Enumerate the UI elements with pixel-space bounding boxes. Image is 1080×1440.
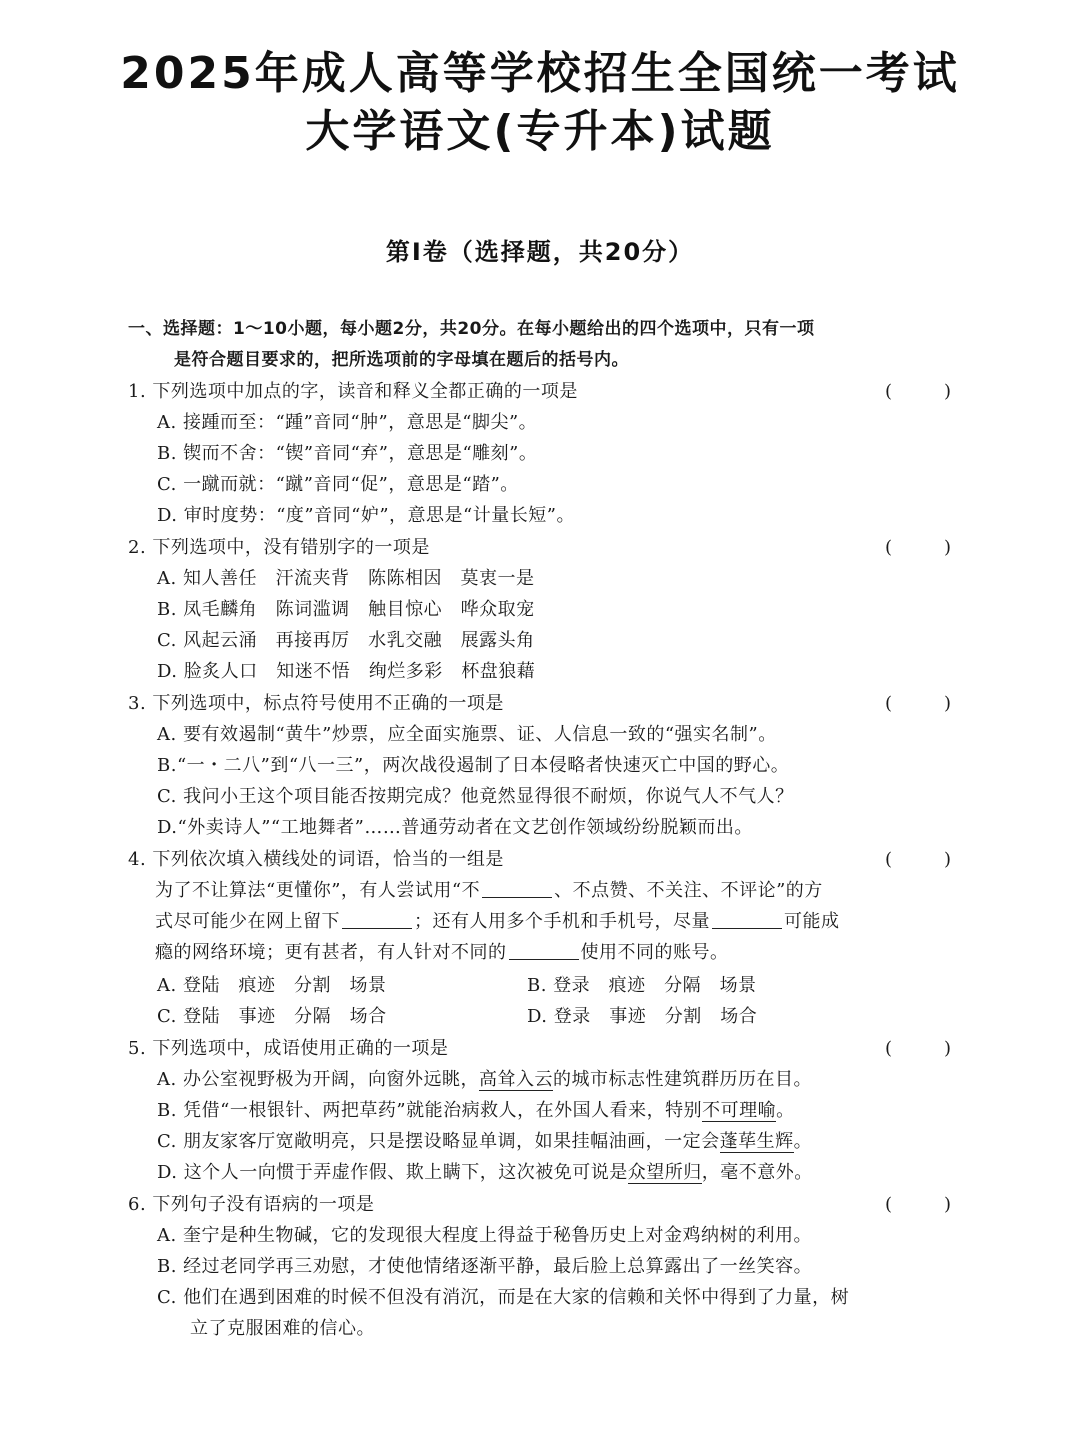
answer-bracket[interactable]: ( ) <box>885 1194 951 1215</box>
option: A. 奎宁是种生物碱，它的发现很大程度上得益于秘鲁历史上对金鸡纳树的利用。 <box>157 1225 812 1246</box>
question-stem: 4. 下列依次填入横线处的词语，恰当的一组是 <box>128 849 504 870</box>
option: B. 登录 痕迹 分隔 场景 <box>527 975 757 996</box>
option: D. 登录 事迹 分割 场合 <box>527 1006 758 1027</box>
underlined-idiom: 蓬荜生辉 <box>719 1131 794 1152</box>
option: C. 一蹴而就：“蹴”音同“促”，意思是“踏”。 <box>157 474 519 495</box>
option: B. 凤毛麟角 陈词滥调 触目惊心 哗众取宠 <box>157 599 535 620</box>
option: B. 经过老同学再三劝慰，才使他情绪逐渐平静，最后脸上总算露出了一丝笑容。 <box>157 1256 813 1277</box>
option: C. 我问小王这个项目能否按期完成？他竟然显得很不耐烦，你说气人不气人？ <box>157 786 794 807</box>
underlined-idiom: 众望所归 <box>627 1162 702 1183</box>
option: A. 知人善任 汗流夹背 陈陈相因 莫衷一是 <box>157 568 535 589</box>
instructions-line-1: 一、选择题：1～10小题，每小题2分，共20分。在每小题给出的四个选项中，只有一项 <box>128 319 815 339</box>
option: A. 办公室视野极为开阔，向窗外远眺，高耸入云的城市标志性建筑群历历在目。 <box>157 1069 812 1090</box>
section-heading: 第Ⅰ卷（选择题，共20分） <box>385 238 695 266</box>
question-stem: 5. 下列选项中，成语使用正确的一项是 <box>128 1038 449 1059</box>
question-stem: 3. 下列选项中，标点符号使用不正确的一项是 <box>128 693 504 714</box>
option: D.“外卖诗人”“工地舞者”……普通劳动者在文艺创作领域纷纷脱颖而出。 <box>157 817 753 838</box>
fill-blank[interactable] <box>342 910 412 929</box>
option: B. 凭借“一根银针、两把草药”就能治病救人，在外国人看来，特别不可理喻。 <box>157 1100 795 1121</box>
answer-bracket[interactable]: ( ) <box>885 537 951 558</box>
fill-blank[interactable] <box>509 941 579 960</box>
fill-blank[interactable] <box>712 910 782 929</box>
option: B. 锲而不舍：“锲”音同“弃”，意思是“雕刻”。 <box>157 443 538 464</box>
question-stem: 2. 下列选项中，没有错别字的一项是 <box>128 537 430 558</box>
fill-blank[interactable] <box>482 879 552 898</box>
option: D. 脸炙人口 知迷不悟 绚烂多彩 杯盘狼藉 <box>157 661 536 682</box>
instructions-line-2: 是符合题目要求的，把所选项前的字母填在题后的括号内。 <box>174 350 629 370</box>
exam-subtitle: 大学语文(专升本)试题 <box>305 106 775 157</box>
exam-title: 2025年成人高等学校招生全国统一考试 <box>120 48 960 99</box>
underlined-idiom: 高耸入云 <box>478 1069 553 1090</box>
passage-line: 瘾的网络环境；更有甚者，有人针对不同的 使用不同的账号。 <box>155 942 729 963</box>
option: B.“一・二八”到“八一三”，两次战役遏制了日本侵略者快速灭亡中国的野心。 <box>157 755 790 776</box>
answer-bracket[interactable]: ( ) <box>885 693 951 714</box>
answer-bracket[interactable]: ( ) <box>885 381 951 402</box>
underlined-idiom: 不可理喻 <box>702 1100 777 1121</box>
option: A. 登陆 痕迹 分割 场景 <box>157 975 387 996</box>
question-stem: 1. 下列选项中加点的字，读音和释义全都正确的一项是 <box>128 381 578 402</box>
option: D. 审时度势：“度”音同“妒”，意思是“计量长短”。 <box>157 505 575 526</box>
option: D. 这个人一向惯于弄虚作假、欺上瞒下，这次被免可说是众望所归，毫不意外。 <box>157 1162 813 1183</box>
answer-bracket[interactable]: ( ) <box>885 849 951 870</box>
option: A. 要有效遏制“黄牛”炒票，应全面实施票、证、人信息一致的“强实名制”。 <box>157 724 777 745</box>
passage-line: 为了不让算法“更懂你”，有人尝试用“不 、不点赞、不关注、不评论”的方 <box>155 880 823 901</box>
passage-line: 式尽可能少在网上留下 ；还有人用多个手机和手机号，尽量 可能成 <box>155 911 840 932</box>
option-continuation: 立了克服困难的信心。 <box>190 1318 375 1339</box>
option: C. 朋友家客厅宽敞明亮，只是摆设略显单调，如果挂幅油画，一定会蓬荜生辉。 <box>157 1131 813 1152</box>
option: C. 风起云涌 再接再厉 水乳交融 展露头角 <box>157 630 535 651</box>
option: C. 他们在遇到困难的时候不但没有消沉，而是在大家的信赖和关怀中得到了力量，树 <box>157 1287 850 1308</box>
option: A. 接踵而至：“踵”音同“肿”，意思是“脚尖”。 <box>157 412 538 433</box>
answer-bracket[interactable]: ( ) <box>885 1038 951 1059</box>
question-stem: 6. 下列句子没有语病的一项是 <box>128 1194 375 1215</box>
option: C. 登陆 事迹 分隔 场合 <box>157 1006 387 1027</box>
